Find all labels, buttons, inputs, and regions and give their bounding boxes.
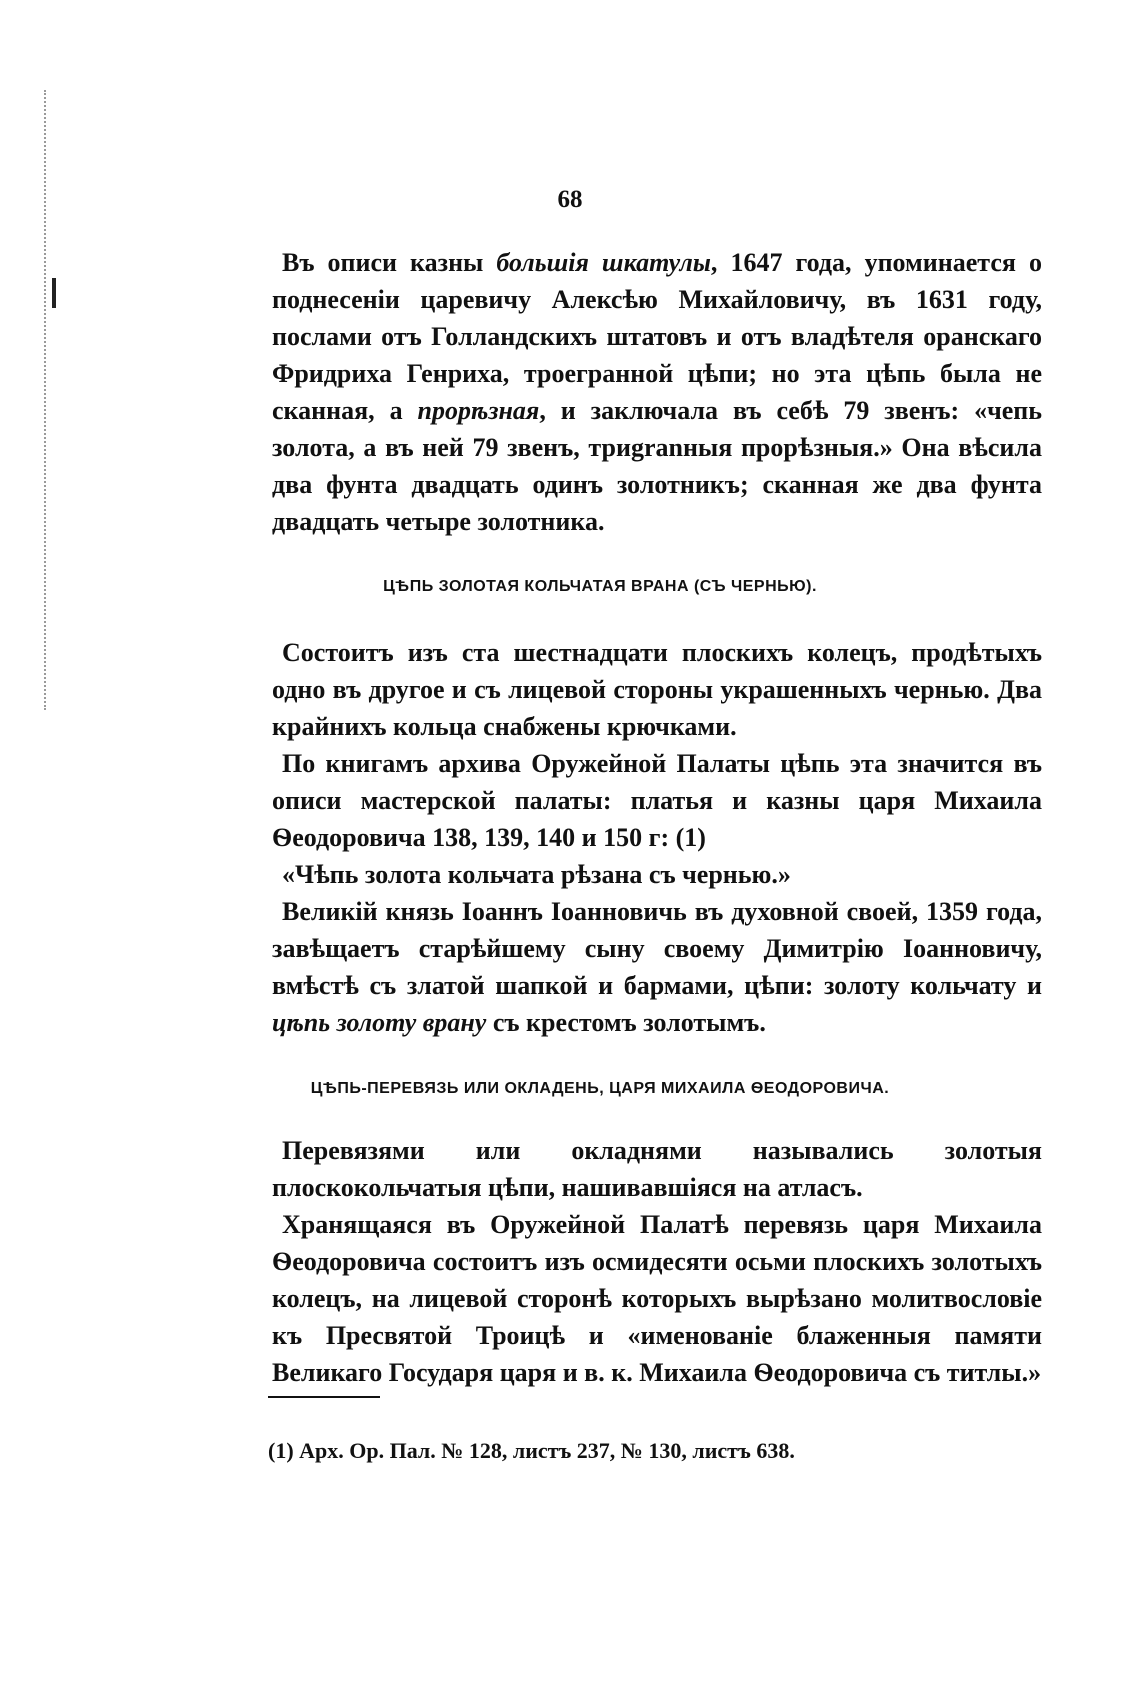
chain-vran-text-c: съ крестомъ золотымъ. xyxy=(486,1008,766,1037)
section-heading-chain-vran: ЦѢПЬ ЗОЛОТАЯ КОЛЬЧАТАЯ ВРАНА (СЪ ЧЕРНЬЮ). xyxy=(383,578,817,595)
chain-vran-paragraph-2: По книгамъ архива Оружейной Палаты цѣпь эта значится въ описи мастерской палаты: платья и казны царя Михаила Ѳеодоровича 138, 139, 140 и 150 г: (1) xyxy=(272,749,1042,852)
page-number: 68 xyxy=(557,186,583,213)
binding-margin-marks xyxy=(44,90,60,710)
intro-text-c: , 1647 года, упоминается о поднесеніи царевичу Алексѣю Михайловичу, въ 1631 году, послами отъ Голландскихъ штатовъ и отъ владѣтеля оранскаго Фридриха Генриха, троегранной цѣпи; но эта цѣпь была не сканная, а xyxy=(272,248,1042,425)
chain-vran-text-a: Великій князь Іоаннъ Іоанновичь въ духовной своей, 1359 года, завѣщаетъ старѣйшему сыну своему Димитрію Іоанновичу, вмѣстѣ съ златой шапкой и бармами, цѣпи: золоту кольчату и xyxy=(272,897,1042,1000)
section-perevyaz xyxy=(272,1132,1042,1391)
chain-vran-quote: «Чѣпь золота кольчата рѣзана съ чернью.» xyxy=(282,860,791,889)
intro-italic-proreznaya: прорѣзная xyxy=(417,396,540,425)
footnote: (1) Арх. Ор. Пал. № 128, листъ 237, № 130, листъ 638. xyxy=(268,1438,795,1463)
intro-text-e: , и заключала въ себѣ 79 звенъ: «чепь золота, а въ ней 79 звенъ, триgranныя прорѣзныя.» Она вѣсила два фунта двадцать одинъ золотникъ; сканная же два фунта двадцать четыре золотника. xyxy=(272,396,1043,536)
footnote-divider xyxy=(268,1396,380,1398)
intro-paragraph xyxy=(272,244,1042,540)
intro-text-a: Въ описи казны xyxy=(282,248,497,277)
section-chain-vran xyxy=(272,634,1042,1041)
chain-vran-paragraph-1: Состоитъ изъ ста шестнадцати плоскихъ колецъ, продѣтыхъ одно въ другое и съ лицевой стороны украшенныхъ чернью. Два крайнихъ кольца снабжены крючками. xyxy=(272,638,1042,741)
binding-margin-bar xyxy=(52,278,56,308)
chain-vran-paragraph-4 xyxy=(272,893,1042,1041)
perevyaz-paragraph-1: Перевязями или окладнями назывались золотыя плоскокольчатыя цѣпи, нашивавшіяся на атласъ. xyxy=(272,1136,1042,1202)
section-intro xyxy=(272,244,1042,540)
section-heading-perevyaz: ЦѢПЬ-ПЕРЕВЯЗЬ ИЛИ ОКЛАДЕНЬ, ЦАРЯ МИХАИЛА ѲЕОДОРОВИЧА. xyxy=(310,1080,890,1097)
intro-italic-shkatula: большія шкатулы xyxy=(496,248,711,277)
perevyaz-paragraph-2: Хранящаяся въ Оружейной Палатѣ перевязь царя Михаила Ѳеодоровича состоитъ изъ осмидесяти осьми плоскихъ золотыхъ колецъ, на лицевой сторонѣ которыхъ вырѣзано молитвословіе къ Пресвятой Троицѣ и «именованіе блаженныя памяти Великаго Государя царя и в. к. Михаила Ѳеодоровича съ титлы.» xyxy=(272,1210,1042,1387)
chain-vran-italic: цѣпь золоту врану xyxy=(272,1008,487,1037)
